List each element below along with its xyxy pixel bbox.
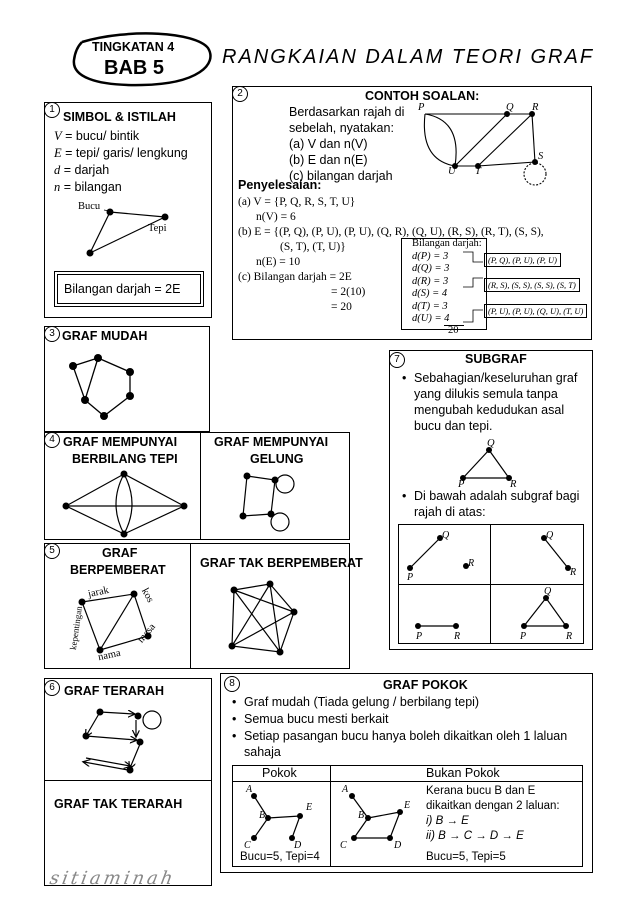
subgraf-main-graph	[455, 444, 525, 484]
s4-R: R	[566, 631, 573, 642]
graf-pokok-title: GRAF POKOK	[383, 678, 468, 692]
pokok-caption: Bucu=5, Tepi=4	[240, 851, 320, 863]
tingkatan-label: TINGKATAN 4	[92, 40, 175, 54]
subgraf-1	[398, 524, 490, 584]
terarah-graph	[70, 700, 190, 780]
pokok-tree	[234, 782, 328, 851]
divider-5	[190, 543, 191, 669]
label-bucu: Bucu	[78, 201, 101, 212]
subgraf-bullet-2: • Di bawah adalah subgraf bagi rajah di atas:	[414, 488, 579, 520]
contoh-graph	[410, 100, 590, 196]
section-number-4: 4	[44, 432, 60, 448]
section-number-3: 3	[44, 326, 60, 342]
label-tepi: Tepi	[148, 223, 167, 234]
weight-jarak: jarak	[87, 584, 110, 601]
darjah-table: Bilangan darjah: d(P) = 3 d(Q) = 3 d(R) = 3 d(S) = 4 d(T) = 3 d(U) = 4	[412, 238, 482, 324]
s2-R: R	[570, 567, 577, 578]
question-text: Berdasarkan rajah di sebelah, nyatakan: (a) V dan n(V) (b) E dan n(E) (c) bilangan darjah	[289, 105, 405, 183]
s1-Q: Q	[442, 530, 450, 541]
berpemberat-title-b: BERPEMBERAT	[70, 563, 166, 577]
gelung-title-b: GELUNG	[250, 452, 304, 466]
s1-P: P	[407, 572, 414, 583]
tak-berpemberat-title: GRAF TAK BERPEMBERAT	[200, 556, 363, 570]
s3-R: R	[454, 631, 461, 642]
bab-label: BAB 5	[104, 57, 165, 79]
subgraf-bullet-1: • Sebahagian/keseluruhan graf yang dilukis semula tanpa mengubah kedudukan asal bucu dan tepi.	[414, 370, 577, 434]
sub-vertex-Q: Q	[487, 438, 495, 449]
page-title: RANGKAIAN DALAM TEORI GRAF	[222, 46, 595, 68]
pokok-bullet-3: • Setiap pasangan bucu hanya boleh dikaitkan oleh 1 laluan sahaja	[244, 728, 567, 760]
b-C: C	[340, 840, 347, 851]
sub-vertex-P: P	[458, 479, 465, 490]
berbilang-title-b: BERBILANG TEPI	[72, 452, 178, 466]
tak-terarah-title: GRAF TAK TERARAH	[54, 797, 183, 811]
gelung-graph	[225, 470, 315, 538]
symbol-list: V = bucu/ bintik E = tepi/ garis/ lengkung d = darjah n = bilangan	[54, 129, 188, 194]
berpemberat-title-a: GRAF	[102, 546, 138, 560]
simbol-istilah-title: SIMBOL & ISTILAH	[63, 110, 176, 124]
bukan-pokok-caption: Bucu=5, Tepi=5	[426, 851, 506, 863]
weight-kepentingan: kepentingan	[67, 605, 85, 651]
contoh-soalan-title: CONTOH SOALAN:	[365, 89, 480, 103]
divider-4	[200, 432, 201, 540]
vertex-U: U	[448, 166, 456, 177]
b-A: A	[342, 784, 349, 795]
section-number-8: 8	[224, 676, 240, 692]
berbilang-title-a: GRAF MEMPUNYAI	[63, 435, 178, 449]
pokok-table-vline	[330, 765, 331, 867]
b-B: B	[358, 810, 365, 821]
section-number-6: 6	[44, 680, 60, 696]
signature: sitiaminah	[48, 868, 178, 889]
bukan-pokok-header: Bukan Pokok	[426, 766, 500, 780]
bukan-pokok-reason: Kerana bucu B dan E dikaitkan dengan 2 laluan: i) B → E ii) B → C → D → E	[426, 785, 560, 842]
subgraf-title: SUBGRAF	[465, 352, 527, 366]
terarah-title: GRAF TERARAH	[64, 684, 164, 698]
formula-text: Bilangan darjah = 2E	[64, 282, 181, 296]
pokok-bullet-2: • Semua bucu mesti berkait	[244, 711, 389, 727]
vertex-Q: Q	[506, 102, 514, 113]
p-D: D	[294, 840, 302, 851]
b-D: D	[394, 840, 402, 851]
s3-P: P	[416, 631, 423, 642]
bukan-pokok-graph	[332, 782, 424, 851]
ann-box-2: (R, S), (S, S), (S, S), (S, T)	[484, 278, 580, 292]
tak-berpemberat-graph	[210, 580, 310, 664]
ann-box-1: (P, Q), (P, U), (P, U)	[484, 253, 561, 267]
section-number-7: 7	[389, 352, 405, 368]
graf-mudah-title: GRAF MUDAH	[62, 329, 148, 343]
p-E: E	[306, 802, 313, 813]
subgraf-2	[490, 524, 584, 584]
weight-kos: kos	[139, 586, 156, 605]
graf-mudah-graph	[60, 350, 180, 430]
pokok-bullet-1: • Graf mudah (Tiada gelung / berbilang tepi)	[244, 694, 479, 710]
weight-nama: nama	[97, 647, 122, 664]
berbilang-tepi-graph	[60, 470, 190, 540]
section-number-5: 5	[44, 543, 60, 559]
s1-R: R	[468, 558, 475, 569]
vertex-R: R	[532, 102, 539, 113]
berpemberat-graph	[68, 588, 178, 666]
subgraf-4	[490, 584, 584, 644]
vertex-S: S	[538, 151, 544, 162]
b-E: E	[404, 800, 411, 811]
ann-box-3: (P, U), (P, U), (Q, U), (T, U)	[484, 304, 587, 318]
s2-Q: Q	[546, 530, 554, 541]
section-number-1: 1	[44, 102, 60, 118]
penyelesaian-label: Penyelesaian:	[238, 178, 322, 192]
vertex-P: P	[418, 102, 425, 113]
p-C: C	[244, 840, 251, 851]
vertex-T: T	[475, 166, 481, 177]
divider-6	[44, 780, 212, 781]
p-B: B	[259, 810, 266, 821]
s4-Q: Q	[544, 586, 552, 597]
gelung-title-a: GRAF MEMPUNYAI	[214, 435, 329, 449]
solution-text: (a) V = {P, Q, R, S, T, U} n(V) = 6 (b) E = {(P, Q), (P, U), (P, U), (Q, R), (Q, U), (R, S), (R, T), (S, S), (S, T), (T, U)} n(E) = 10 (c) Bilangan darjah = 2E = 2(10) = 20	[238, 196, 544, 313]
section-number-2: 2	[232, 86, 248, 102]
sub-vertex-R: R	[510, 479, 517, 490]
pokok-header: Pokok	[262, 766, 297, 780]
subgraf-3	[398, 584, 490, 644]
p-A: A	[246, 784, 253, 795]
weight-masa: masa	[135, 621, 158, 646]
darjah-total: 20	[448, 325, 459, 336]
s4-P: P	[520, 631, 527, 642]
